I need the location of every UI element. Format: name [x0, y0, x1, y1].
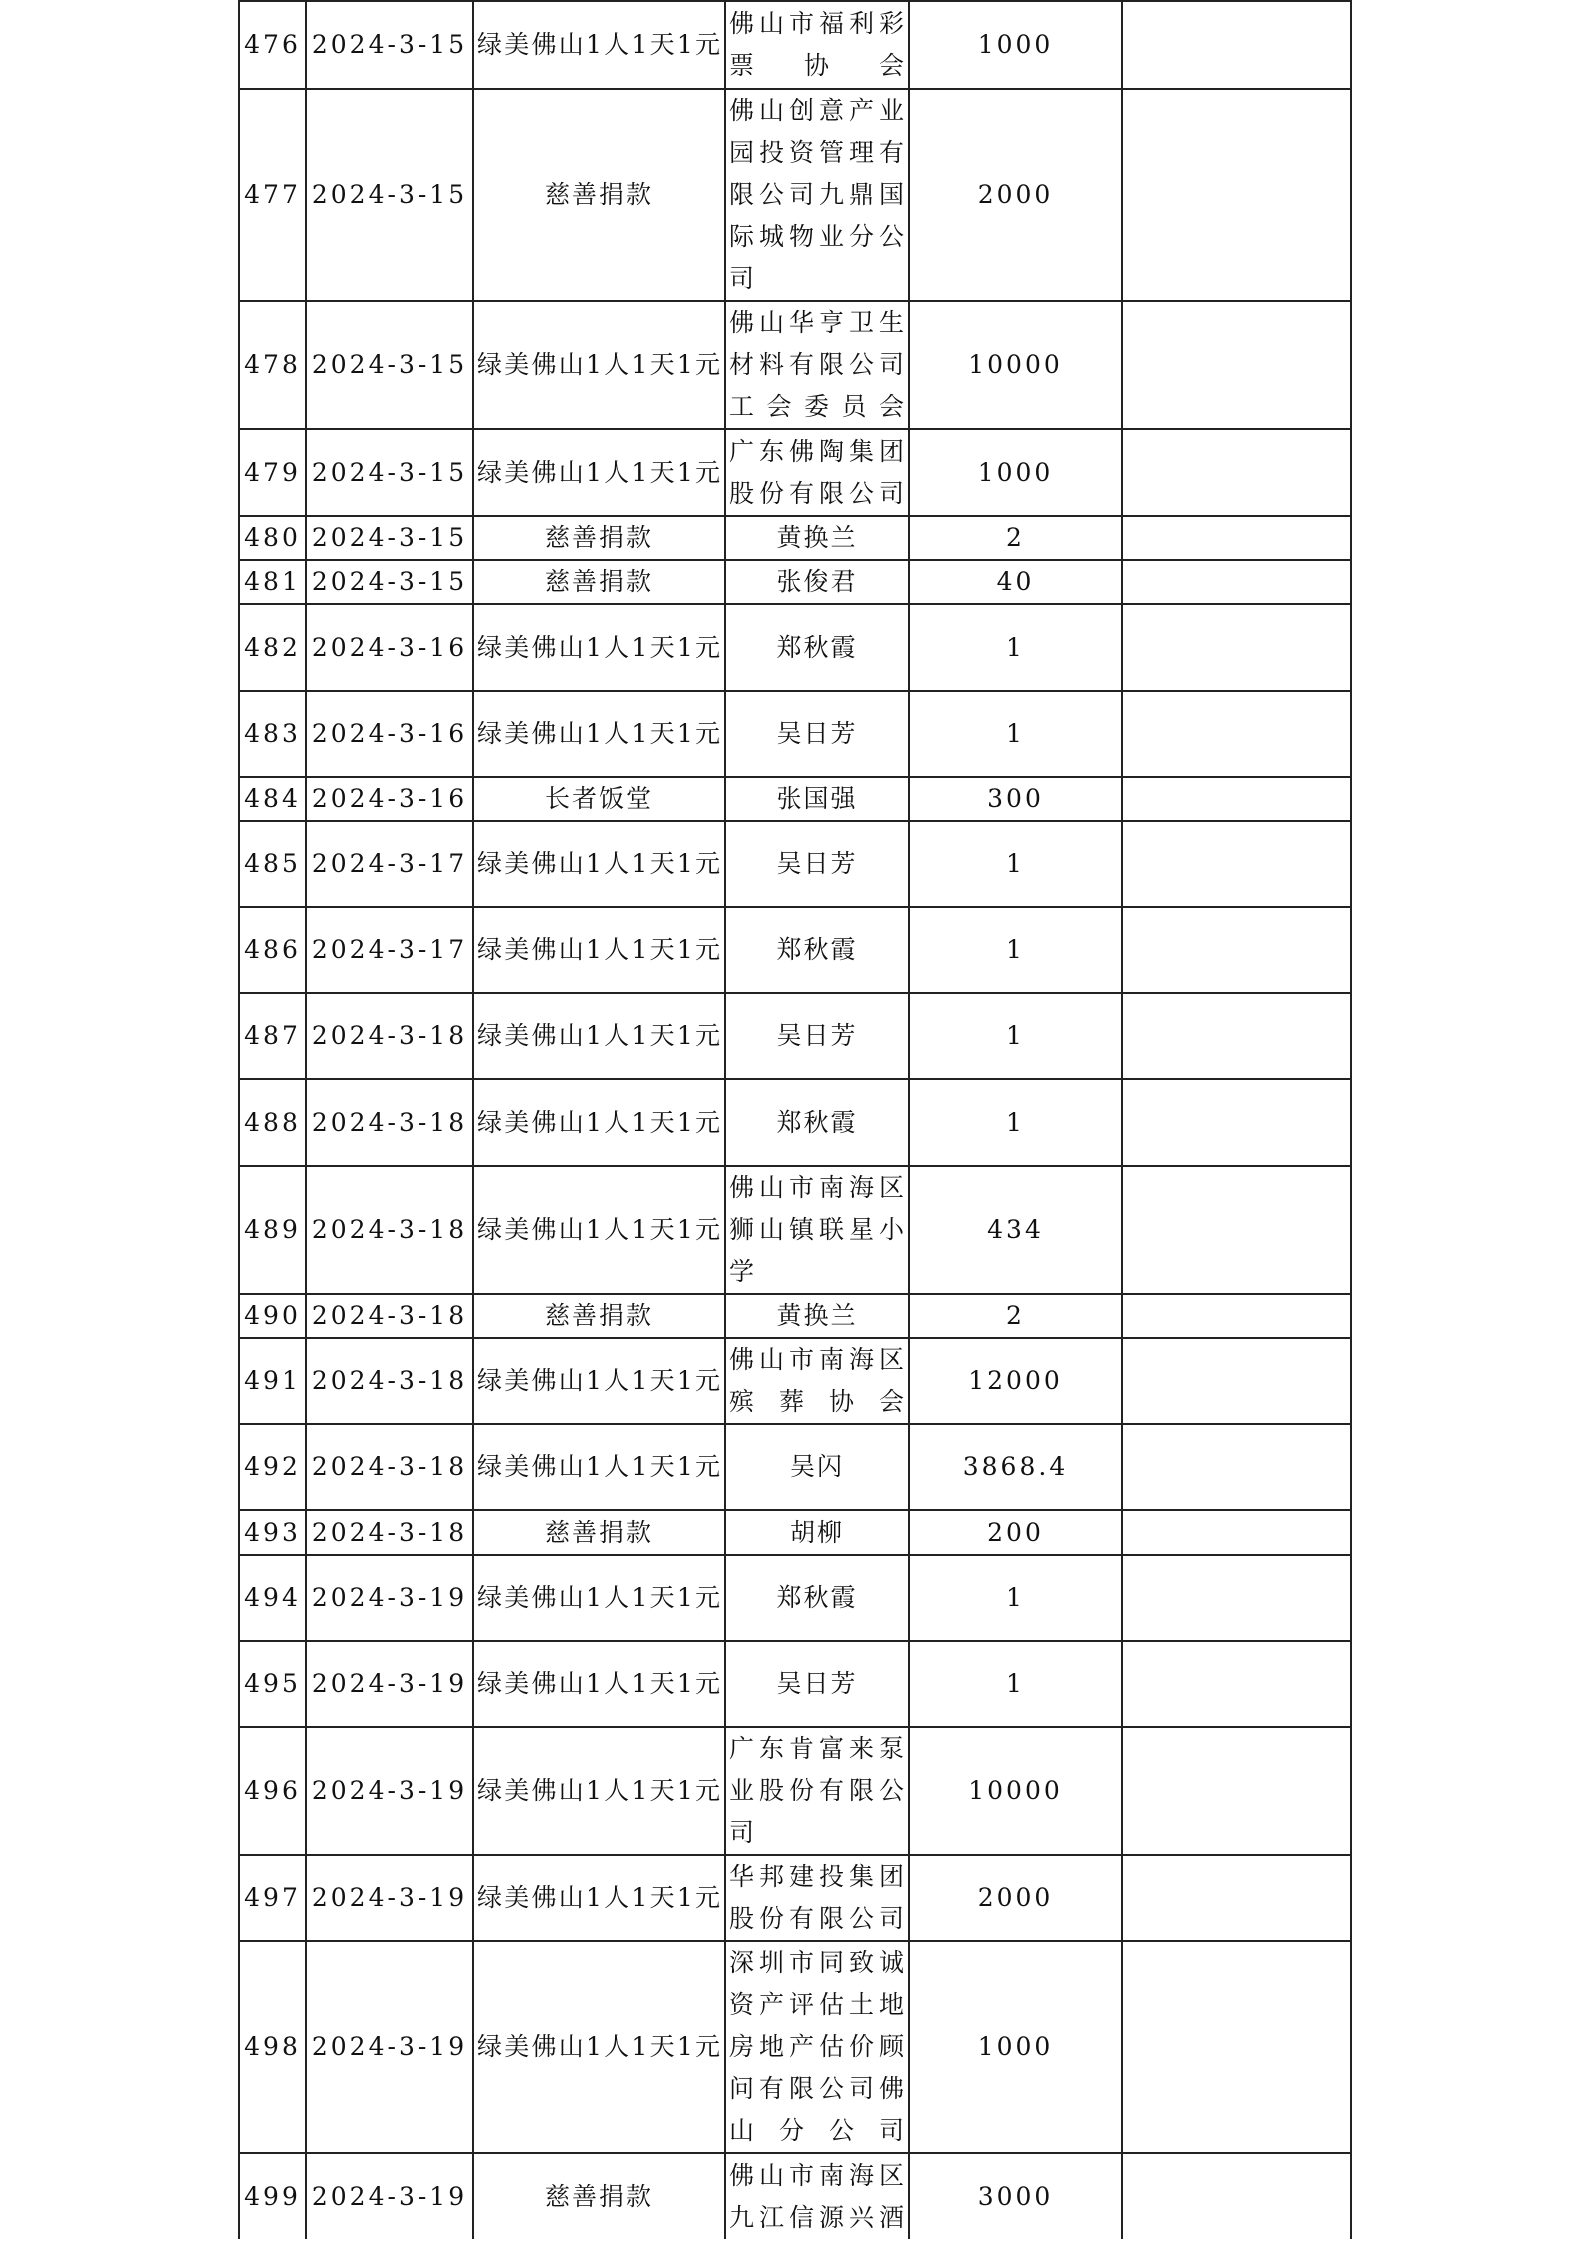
cell-remark — [1122, 1941, 1351, 2153]
cell-number: 498 — [239, 1941, 306, 2153]
table-row — [239, 777, 1351, 821]
cell-project: 慈善捐款 — [473, 560, 725, 604]
cell-number: 482 — [239, 604, 306, 691]
cell-remark — [1122, 1855, 1351, 1941]
cell-date: 2024-3-18 — [306, 1166, 473, 1294]
cell-remark — [1122, 1424, 1351, 1510]
cell-number: 483 — [239, 691, 306, 777]
cell-amount: 1 — [909, 604, 1122, 691]
cell-number: 484 — [239, 777, 306, 821]
cell-project: 慈善捐款 — [473, 2153, 725, 2239]
cell-project: 绿美佛山1人1天1元 — [473, 1641, 725, 1727]
cell-remark — [1122, 993, 1351, 1079]
cell-donor: 华邦建投集团股份有限公司 — [725, 1855, 909, 1941]
cell-date: 2024-3-19 — [306, 2153, 473, 2239]
cell-number: 499 — [239, 2153, 306, 2239]
cell-donor: 郑秋霞 — [725, 604, 909, 691]
cell-date: 2024-3-18 — [306, 993, 473, 1079]
cell-donor: 吴日芳 — [725, 1641, 909, 1727]
cell-donor: 广东肯富来泵业股份有限公司 — [725, 1727, 909, 1855]
cell-project: 长者饭堂 — [473, 777, 725, 821]
cell-project: 绿美佛山1人1天1元 — [473, 1338, 725, 1424]
cell-number: 487 — [239, 993, 306, 1079]
cell-remark — [1122, 516, 1351, 560]
table-row — [239, 1294, 1351, 1338]
cell-number: 476 — [239, 1, 306, 89]
cell-project: 绿美佛山1人1天1元 — [473, 604, 725, 691]
cell-donor: 张国强 — [725, 777, 909, 821]
cell-amount: 1000 — [909, 429, 1122, 516]
cell-number: 480 — [239, 516, 306, 560]
cell-donor: 佛山市南海区殡葬协会 — [725, 1338, 909, 1424]
table-row — [239, 993, 1351, 1079]
cell-project: 绿美佛山1人1天1元 — [473, 1424, 725, 1510]
cell-date: 2024-3-19 — [306, 1941, 473, 2153]
table-row — [239, 516, 1351, 560]
table-row — [239, 1338, 1351, 1424]
cell-amount: 1 — [909, 993, 1122, 1079]
cell-remark — [1122, 1, 1351, 89]
table-row — [239, 560, 1351, 604]
cell-amount: 2000 — [909, 1855, 1122, 1941]
cell-amount: 300 — [909, 777, 1122, 821]
cell-date: 2024-3-19 — [306, 1855, 473, 1941]
donation-table — [238, 0, 1352, 2239]
cell-date: 2024-3-15 — [306, 1, 473, 89]
cell-date: 2024-3-15 — [306, 89, 473, 301]
cell-number: 491 — [239, 1338, 306, 1424]
cell-number: 478 — [239, 301, 306, 429]
cell-amount: 3868.4 — [909, 1424, 1122, 1510]
table-row — [239, 1079, 1351, 1166]
table-row — [239, 429, 1351, 516]
cell-donor: 佛山市福利彩票协会 — [725, 1, 909, 89]
cell-number: 479 — [239, 429, 306, 516]
cell-project: 绿美佛山1人1天1元 — [473, 1941, 725, 2153]
table-row — [239, 1855, 1351, 1941]
cell-date: 2024-3-15 — [306, 301, 473, 429]
cell-number: 477 — [239, 89, 306, 301]
cell-number: 489 — [239, 1166, 306, 1294]
cell-date: 2024-3-18 — [306, 1510, 473, 1555]
table-row — [239, 1641, 1351, 1727]
cell-donor: 吴日芳 — [725, 691, 909, 777]
cell-amount: 1 — [909, 907, 1122, 993]
table-row — [239, 691, 1351, 777]
cell-donor: 佛山市南海区狮山镇联星小学 — [725, 1166, 909, 1294]
cell-amount: 3000 — [909, 2153, 1122, 2239]
cell-number: 494 — [239, 1555, 306, 1641]
cell-donor: 深圳市同致诚资产评估土地房地产估价顾问有限公司佛山分公司 — [725, 1941, 909, 2153]
table-row — [239, 301, 1351, 429]
cell-amount: 434 — [909, 1166, 1122, 1294]
cell-date: 2024-3-15 — [306, 560, 473, 604]
cell-project: 绿美佛山1人1天1元 — [473, 301, 725, 429]
cell-project: 绿美佛山1人1天1元 — [473, 1855, 725, 1941]
cell-date: 2024-3-17 — [306, 821, 473, 907]
cell-donor: 郑秋霞 — [725, 1555, 909, 1641]
cell-date: 2024-3-15 — [306, 516, 473, 560]
cell-amount: 2 — [909, 1294, 1122, 1338]
cell-date: 2024-3-19 — [306, 1727, 473, 1855]
cell-donor: 佛山创意产业园投资管理有限公司九鼎国际城物业分公司 — [725, 89, 909, 301]
cell-number: 493 — [239, 1510, 306, 1555]
cell-remark — [1122, 1079, 1351, 1166]
cell-remark — [1122, 1294, 1351, 1338]
cell-number: 486 — [239, 907, 306, 993]
cell-donor: 吴闪 — [725, 1424, 909, 1510]
cell-project: 慈善捐款 — [473, 1510, 725, 1555]
cell-project: 慈善捐款 — [473, 516, 725, 560]
cell-remark — [1122, 1641, 1351, 1727]
cell-remark — [1122, 821, 1351, 907]
cell-donor: 佛山华亨卫生材料有限公司工会委员会 — [725, 301, 909, 429]
cell-date: 2024-3-16 — [306, 777, 473, 821]
table-row — [239, 2153, 1351, 2239]
cell-amount: 1 — [909, 1555, 1122, 1641]
table-row — [239, 1510, 1351, 1555]
cell-donor: 张俊君 — [725, 560, 909, 604]
cell-remark — [1122, 907, 1351, 993]
cell-date: 2024-3-19 — [306, 1555, 473, 1641]
cell-number: 496 — [239, 1727, 306, 1855]
cell-amount: 10000 — [909, 1727, 1122, 1855]
cell-project: 绿美佛山1人1天1元 — [473, 1727, 725, 1855]
cell-donor: 郑秋霞 — [725, 1079, 909, 1166]
cell-project: 绿美佛山1人1天1元 — [473, 691, 725, 777]
cell-donor: 郑秋霞 — [725, 907, 909, 993]
cell-remark — [1122, 560, 1351, 604]
cell-date: 2024-3-16 — [306, 604, 473, 691]
cell-amount: 200 — [909, 1510, 1122, 1555]
cell-number: 481 — [239, 560, 306, 604]
cell-donor: 胡柳 — [725, 1510, 909, 1555]
cell-date: 2024-3-17 — [306, 907, 473, 993]
cell-donor: 广东佛陶集团股份有限公司 — [725, 429, 909, 516]
table-row — [239, 89, 1351, 301]
cell-project: 绿美佛山1人1天1元 — [473, 1, 725, 89]
cell-remark — [1122, 2153, 1351, 2239]
cell-date: 2024-3-18 — [306, 1079, 473, 1166]
cell-remark — [1122, 604, 1351, 691]
cell-remark — [1122, 777, 1351, 821]
cell-remark — [1122, 301, 1351, 429]
cell-amount: 1000 — [909, 1, 1122, 89]
cell-project: 绿美佛山1人1天1元 — [473, 1166, 725, 1294]
cell-date: 2024-3-18 — [306, 1424, 473, 1510]
cell-amount: 1 — [909, 821, 1122, 907]
cell-donor: 黄换兰 — [725, 516, 909, 560]
cell-project: 绿美佛山1人1天1元 — [473, 907, 725, 993]
table-row — [239, 907, 1351, 993]
cell-date: 2024-3-18 — [306, 1338, 473, 1424]
cell-project: 慈善捐款 — [473, 1294, 725, 1338]
table-row — [239, 821, 1351, 907]
cell-number: 488 — [239, 1079, 306, 1166]
cell-number: 490 — [239, 1294, 306, 1338]
cell-project: 绿美佛山1人1天1元 — [473, 1555, 725, 1641]
cell-number: 485 — [239, 821, 306, 907]
cell-date: 2024-3-16 — [306, 691, 473, 777]
cell-amount: 40 — [909, 560, 1122, 604]
cell-amount: 1 — [909, 691, 1122, 777]
cell-amount: 10000 — [909, 301, 1122, 429]
cell-project: 绿美佛山1人1天1元 — [473, 821, 725, 907]
cell-remark — [1122, 1510, 1351, 1555]
table-row — [239, 1727, 1351, 1855]
cell-amount: 2 — [909, 516, 1122, 560]
cell-amount: 1 — [909, 1641, 1122, 1727]
table-row — [239, 1, 1351, 89]
cell-remark — [1122, 691, 1351, 777]
cell-number: 495 — [239, 1641, 306, 1727]
cell-amount: 1 — [909, 1079, 1122, 1166]
cell-donor: 黄换兰 — [725, 1294, 909, 1338]
table-row — [239, 1941, 1351, 2153]
cell-remark — [1122, 89, 1351, 301]
cell-remark — [1122, 429, 1351, 516]
cell-project: 慈善捐款 — [473, 89, 725, 301]
cell-project: 绿美佛山1人1天1元 — [473, 1079, 725, 1166]
cell-remark — [1122, 1555, 1351, 1641]
cell-remark — [1122, 1727, 1351, 1855]
table-row — [239, 1166, 1351, 1294]
cell-amount: 1000 — [909, 1941, 1122, 2153]
cell-donor: 吴日芳 — [725, 993, 909, 1079]
cell-remark — [1122, 1166, 1351, 1294]
table-row — [239, 1555, 1351, 1641]
cell-project: 绿美佛山1人1天1元 — [473, 993, 725, 1079]
cell-amount: 12000 — [909, 1338, 1122, 1424]
cell-date: 2024-3-19 — [306, 1641, 473, 1727]
cell-number: 497 — [239, 1855, 306, 1941]
cell-amount: 2000 — [909, 89, 1122, 301]
cell-number: 492 — [239, 1424, 306, 1510]
cell-remark — [1122, 1338, 1351, 1424]
table-row — [239, 1424, 1351, 1510]
cell-donor: 吴日芳 — [725, 821, 909, 907]
table-row — [239, 604, 1351, 691]
cell-project: 绿美佛山1人1天1元 — [473, 429, 725, 516]
cell-date: 2024-3-18 — [306, 1294, 473, 1338]
cell-date: 2024-3-15 — [306, 429, 473, 516]
cell-donor: 佛山市南海区九江信源兴酒 — [725, 2153, 909, 2239]
